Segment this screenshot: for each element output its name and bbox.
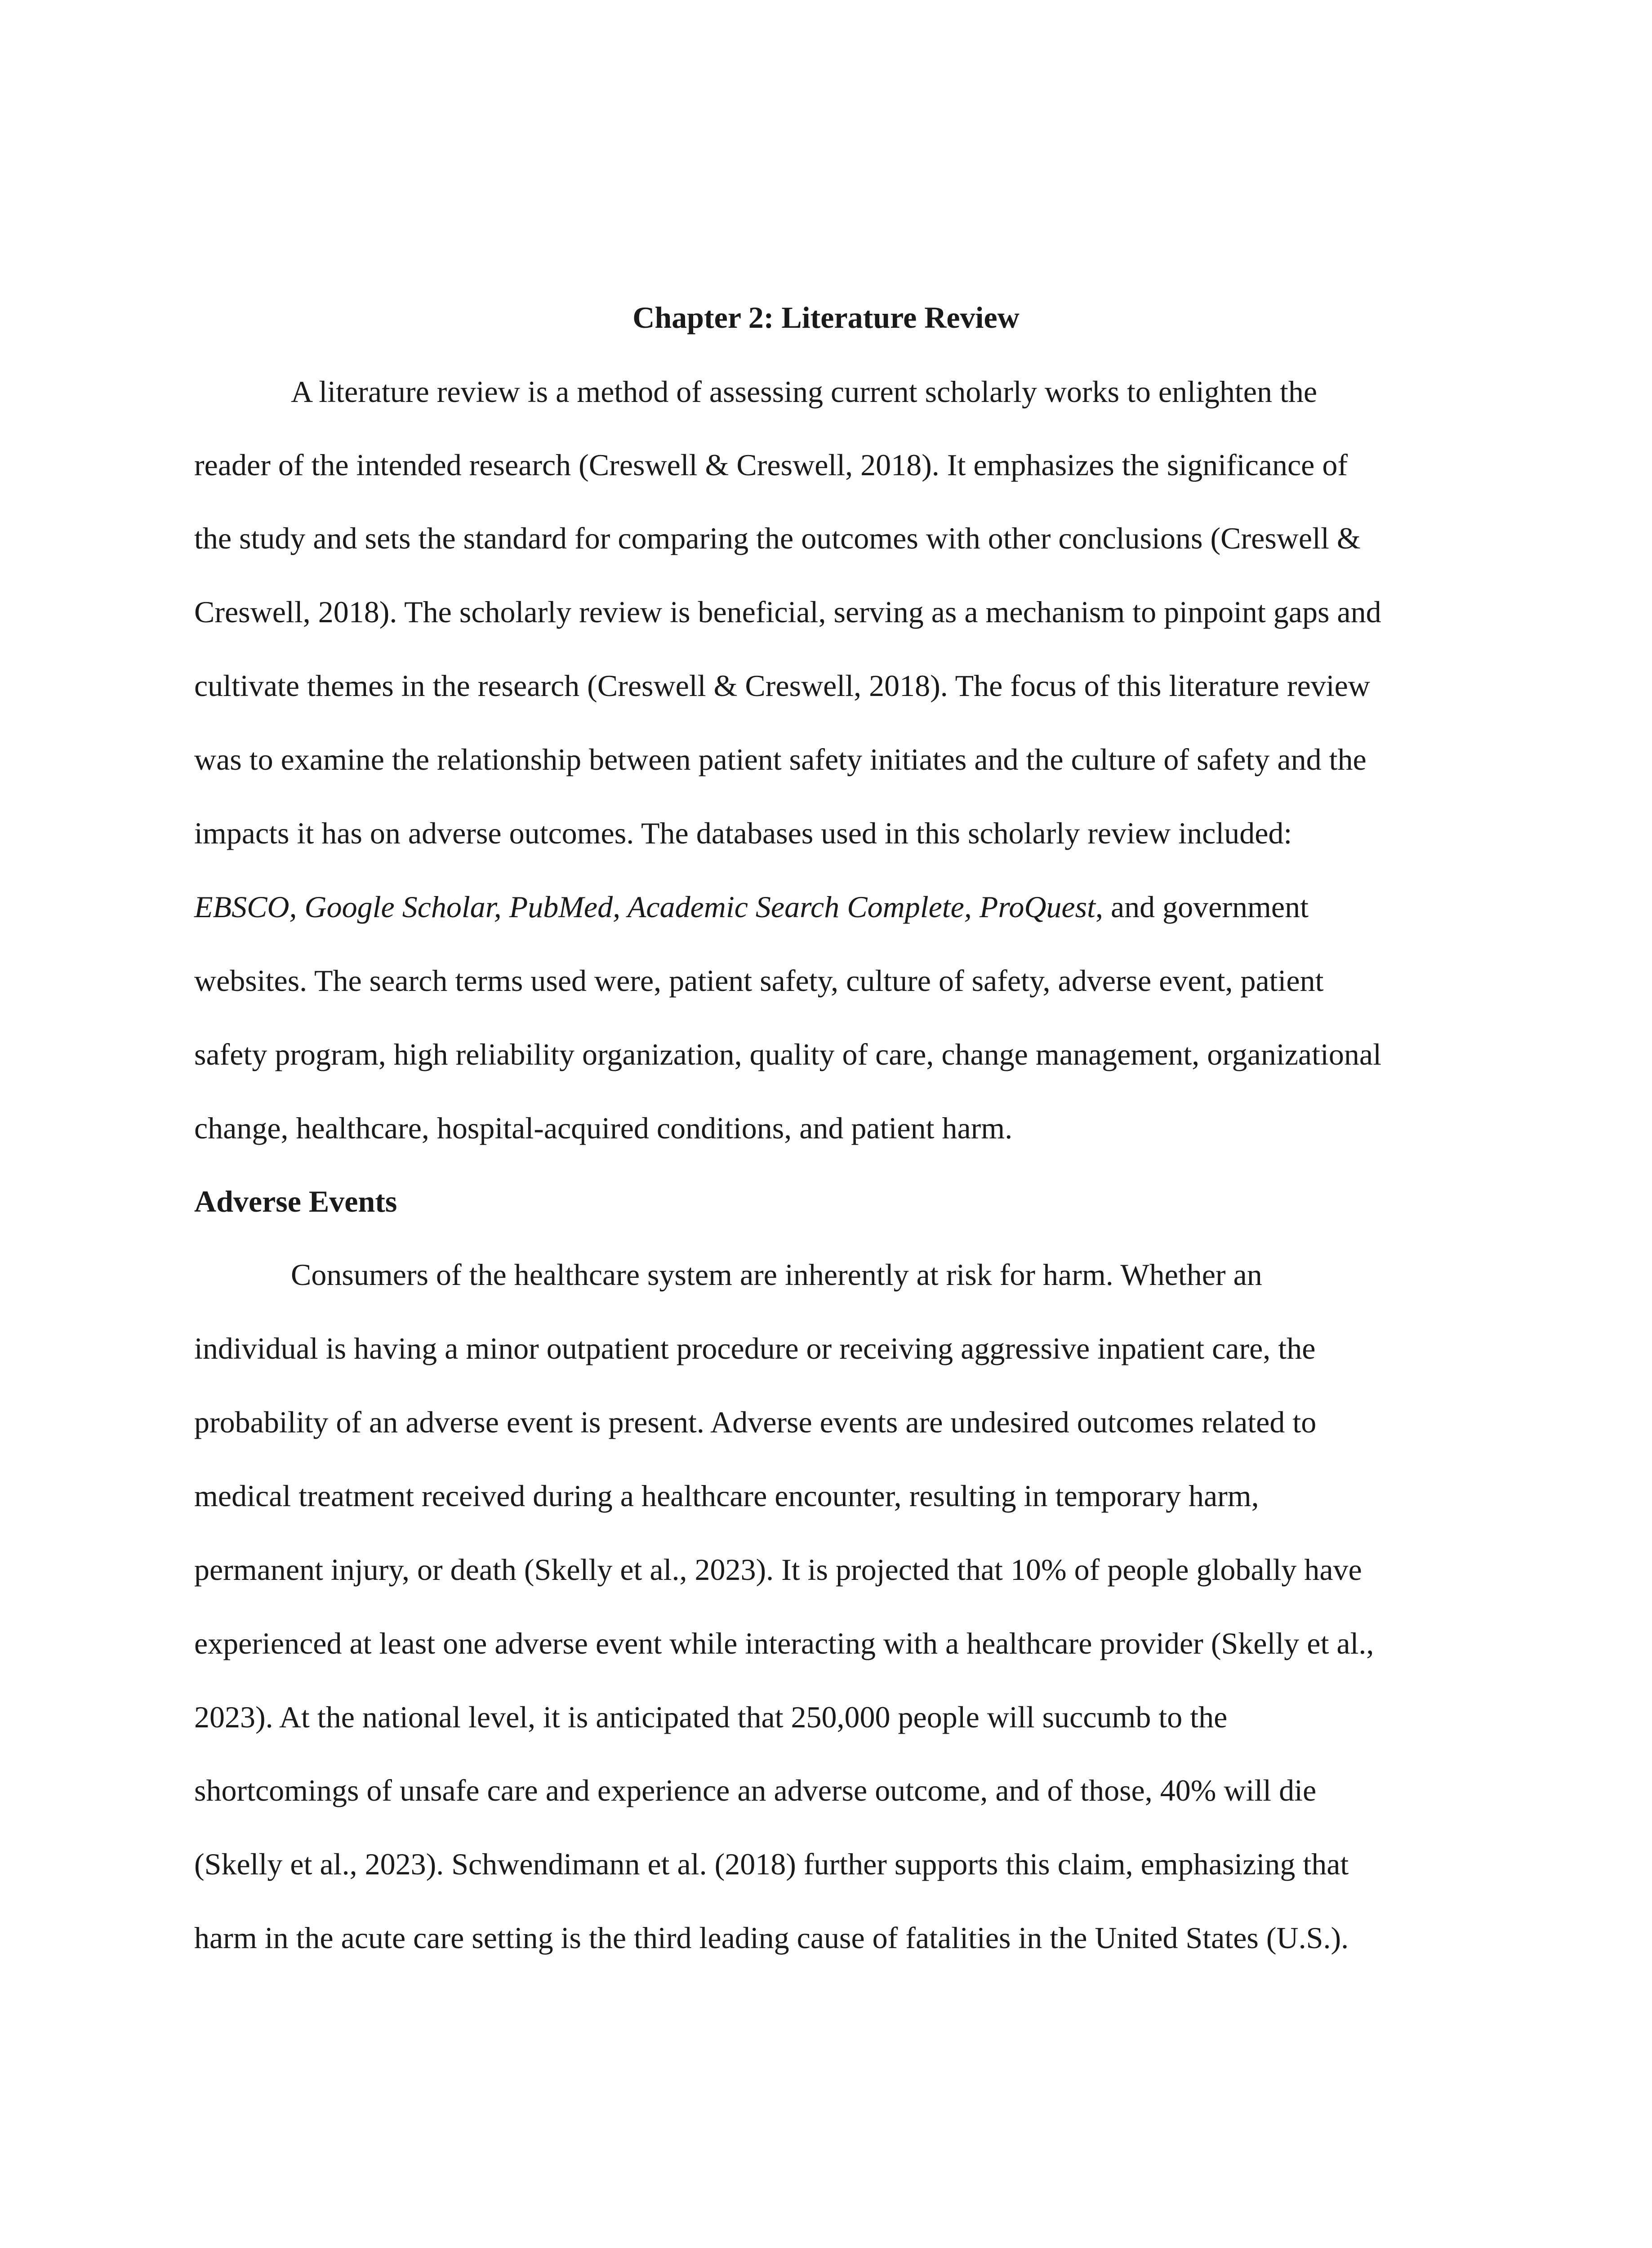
paragraph-line: safety program, high reliability organization, quality of care, change management, organizational xyxy=(194,1037,1381,1071)
paragraph-line: Consumers of the healthcare system are inherently at risk for harm. Whether an xyxy=(291,1258,1262,1292)
paragraph-line: the study and sets the standard for comparing the outcomes with other conclusions (Creswell & xyxy=(194,521,1361,555)
database-names: EBSCO, Google Scholar, PubMed, Academic Search Complete, ProQuest xyxy=(194,890,1095,924)
paragraph-line: cultivate themes in the research (Creswell & Creswell, 2018). The focus of this literature review xyxy=(194,669,1370,703)
paragraph-line: shortcomings of unsafe care and experience an adverse outcome, and of those, 40% will die xyxy=(194,1773,1317,1807)
paragraph-line: websites. The search terms used were, patient safety, culture of safety, adverse event, patient xyxy=(194,963,1324,998)
paragraph-line-databases xyxy=(194,892,1309,922)
paragraph-line: medical treatment received during a healthcare encounter, resulting in temporary harm, xyxy=(194,1479,1259,1513)
paragraph-line: (Skelly et al., 2023). Schwendimann et al. (2018) further supports this claim, emphasizing that xyxy=(194,1847,1349,1881)
paragraph-line: A literature review is a method of assessing current scholarly works to enlighten the xyxy=(291,375,1318,409)
paragraph-line: probability of an adverse event is present. Adverse events are undesired outcomes related to xyxy=(194,1405,1317,1439)
paragraph-line: was to examine the relationship between patient safety initiates and the culture of safety and the xyxy=(194,742,1367,776)
paragraph-line: 2023). At the national level, it is anticipated that 250,000 people will succumb to the xyxy=(194,1700,1228,1734)
paragraph-line: individual is having a minor outpatient procedure or receiving aggressive inpatient care, the xyxy=(194,1331,1316,1365)
database-tail: , and government xyxy=(1095,890,1309,924)
paragraph-line: impacts it has on adverse outcomes. The databases used in this scholarly review included: xyxy=(194,816,1292,850)
paragraph-line: experienced at least one adverse event while interacting with a healthcare provider (Skelly et al., xyxy=(194,1626,1374,1660)
section-heading: Adverse Events xyxy=(194,1184,397,1218)
paragraph-line: change, healthcare, hospital-acquired conditions, and patient harm. xyxy=(194,1111,1013,1145)
paragraph-line: reader of the intended research (Creswell & Creswell, 2018). It emphasizes the significance of xyxy=(194,448,1348,482)
paragraph-line: Creswell, 2018). The scholarly review is beneficial, serving as a mechanism to pinpoint gaps and xyxy=(194,595,1381,629)
chapter-title: Chapter 2: Literature Review xyxy=(632,300,1020,335)
paragraph-line: harm in the acute care setting is the third leading cause of fatalities in the United States (U.S.). xyxy=(194,1921,1349,1955)
paragraph-line: permanent injury, or death (Skelly et al., 2023). It is projected that 10% of people globally have xyxy=(194,1552,1362,1587)
